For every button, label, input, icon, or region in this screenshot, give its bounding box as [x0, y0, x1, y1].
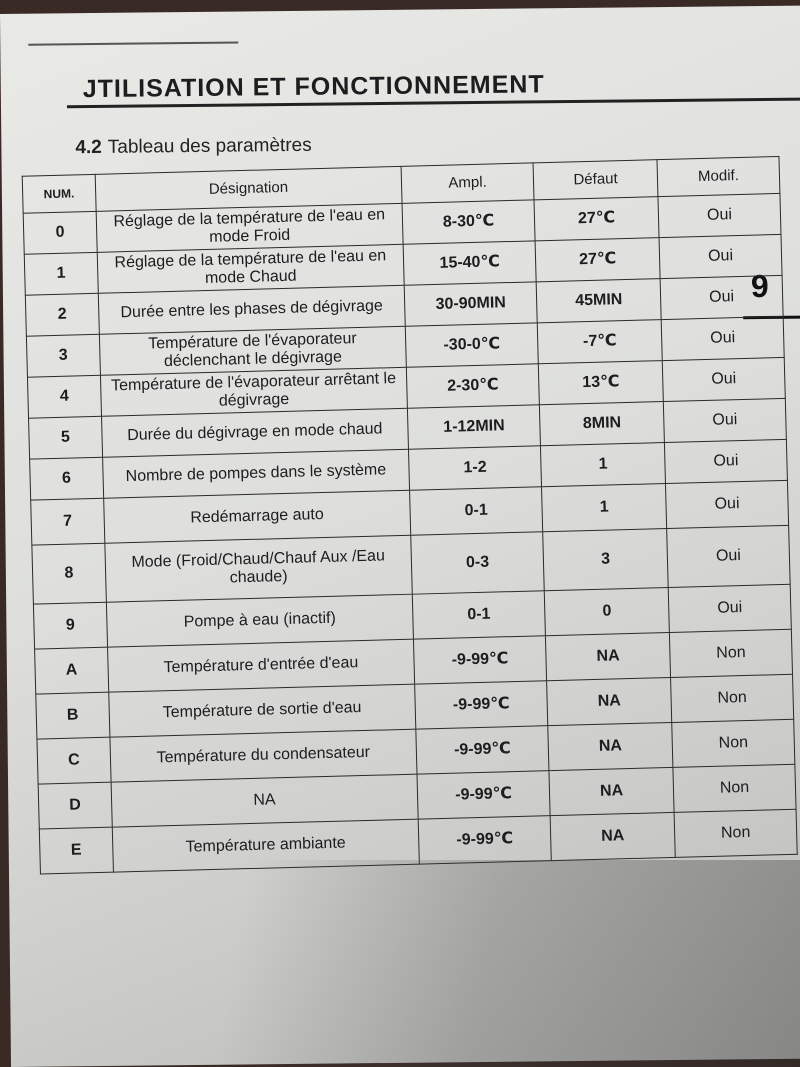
cell-num: A	[35, 647, 109, 694]
cell-ampl: 0-1	[410, 487, 543, 535]
cell-des: Mode (Froid/Chaud/Chauf Aux /Eau chaude)	[105, 535, 413, 602]
cell-mod: Oui	[668, 584, 791, 632]
cell-mod: Non	[673, 764, 796, 812]
cell-num: 6	[30, 457, 104, 500]
cell-num: 7	[31, 498, 105, 545]
cell-num: 8	[32, 543, 106, 604]
cell-ampl: -9-99℃	[417, 771, 550, 819]
cell-des: Réglage de la température de l'eau en mode Chaud	[97, 244, 404, 293]
cell-ampl: -9-99℃	[416, 726, 549, 774]
section-number: 4.2	[75, 136, 102, 159]
cell-ampl: 8-30℃	[402, 200, 535, 244]
cell-mod: Oui	[658, 193, 781, 237]
cell-mod: Oui	[664, 439, 787, 483]
cell-des: Température de l'évaporateur déclenchant le dégivrage	[99, 326, 406, 375]
cell-ampl: 0-1	[412, 591, 545, 639]
cell-mod: Non	[671, 674, 794, 722]
column-header-ampl: Ampl.	[401, 163, 534, 203]
cell-def: 0	[544, 587, 669, 635]
cell-def: 1	[541, 443, 666, 487]
cell-def: 27℃	[534, 197, 659, 241]
cell-def: NA	[549, 767, 674, 815]
cell-num: C	[37, 737, 111, 784]
cell-des: Durée entre les phases de dégivrage	[98, 285, 405, 334]
cell-des: Température de sortie d'eau	[108, 684, 415, 737]
cell-def: 8MIN	[540, 402, 665, 446]
cell-num: 0	[23, 211, 97, 254]
cell-ampl: 30-90MIN	[404, 282, 537, 326]
cell-des: Durée du dégivrage en mode chaud	[101, 408, 408, 457]
cell-ampl: 0-3	[411, 532, 545, 594]
cell-mod: Oui	[661, 316, 784, 360]
cell-ampl: -9-99℃	[413, 636, 546, 684]
section-title	[75, 135, 311, 159]
cell-def: -7℃	[537, 320, 662, 364]
top-rule	[28, 42, 238, 46]
cell-num: 1	[24, 252, 98, 295]
cell-def: NA	[547, 677, 672, 725]
cell-ampl: 15-40℃	[403, 241, 536, 285]
page-header: JTILISATION ET FONCTIONNEMENT	[82, 70, 545, 104]
cell-def: NA	[550, 812, 675, 860]
column-header-modif: Modif.	[657, 156, 780, 196]
cell-mod: Oui	[663, 398, 786, 442]
cell-def: 1	[542, 484, 667, 532]
cell-def: 27℃	[535, 238, 660, 282]
cell-mod: Non	[669, 629, 792, 677]
cell-des: Température de l'évaporateur arrêtant le dégivrage	[100, 367, 407, 416]
cell-def: 3	[543, 529, 668, 591]
cell-def: 13℃	[538, 361, 663, 405]
cell-ampl: 2-30℃	[406, 364, 539, 408]
cell-mod: Oui	[659, 234, 782, 278]
cell-num: 4	[27, 375, 101, 418]
cell-ampl: 1-2	[408, 446, 541, 490]
cell-def: NA	[546, 632, 671, 680]
parameters-table	[22, 156, 798, 875]
cell-num: 5	[29, 416, 103, 459]
cell-des: NA	[111, 774, 418, 827]
cell-ampl: 1-12MIN	[407, 405, 540, 449]
cell-ampl: -9-99℃	[415, 681, 548, 729]
column-header-num: NUM.	[22, 174, 96, 213]
cell-num: 2	[25, 293, 99, 336]
cell-mod: Oui	[662, 357, 785, 401]
cell-num: 3	[26, 334, 100, 377]
table-body	[23, 193, 797, 874]
document-page	[0, 6, 800, 1067]
cell-ampl: -30-0℃	[405, 323, 538, 367]
cell-des: Réglage de la température de l'eau en mode Froid	[96, 203, 403, 252]
section-label: Tableau des paramètres	[107, 134, 312, 158]
cell-def: NA	[548, 722, 673, 770]
cell-des: Nombre de pompes dans le système	[102, 449, 409, 498]
cell-mod: Oui	[667, 525, 790, 587]
cell-des: Pompe à eau (inactif)	[106, 594, 413, 647]
cell-mod: Oui	[660, 275, 783, 319]
cell-mod: Non	[672, 719, 795, 767]
column-header-designation: Désignation	[95, 166, 402, 211]
cell-des: Température ambiante	[112, 819, 419, 872]
cell-mod: Oui	[666, 480, 789, 528]
cell-des: Température d'entrée d'eau	[107, 639, 414, 692]
cell-num: D	[38, 782, 112, 829]
column-header-defaut: Défaut	[533, 160, 658, 200]
cell-des: Température du condensateur	[110, 729, 417, 782]
cell-des: Redémarrage auto	[103, 490, 410, 543]
cell-num: B	[36, 692, 110, 739]
cell-ampl: -9-99℃	[418, 816, 551, 864]
cell-num: 9	[33, 602, 107, 649]
cell-mod: Non	[674, 809, 797, 857]
cell-num: E	[39, 827, 113, 874]
margin-handwriting: 9	[750, 267, 769, 305]
cell-def: 45MIN	[536, 279, 661, 323]
